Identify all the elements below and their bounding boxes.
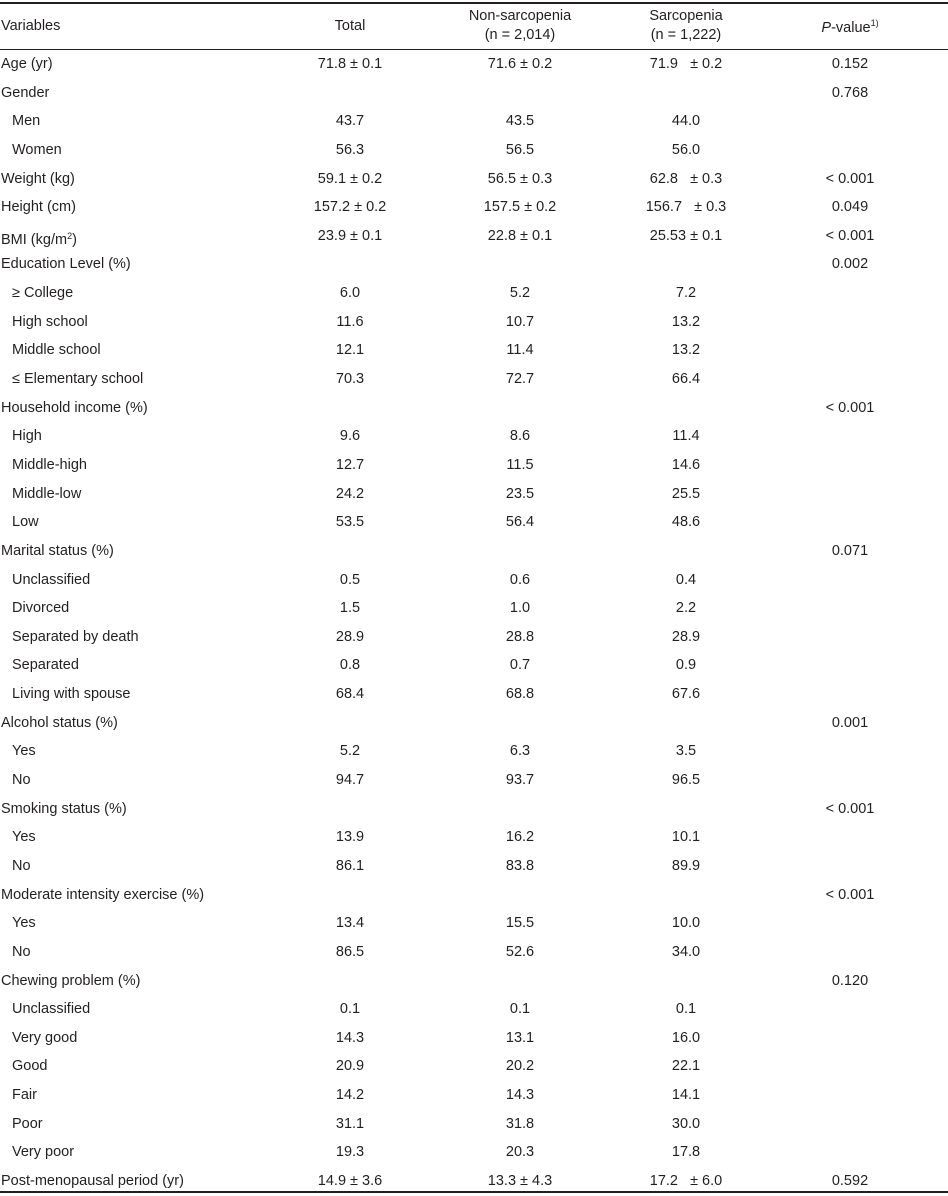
cell-total: 13.9: [335, 829, 365, 846]
cell-p-value: [770, 508, 930, 537]
table-row: [0, 365, 948, 394]
header-p-rest: -value: [831, 20, 871, 36]
table-row: [0, 938, 948, 967]
row-variable-label: Very good: [12, 1029, 78, 1046]
row-variable: [12, 480, 81, 509]
table-row: [0, 537, 948, 566]
table-bottom-rule: [0, 1191, 948, 1193]
cell-sarcopenia: 13.2: [671, 342, 701, 359]
cell-total: 11.6: [336, 313, 364, 330]
cell-total: 0.5: [339, 571, 361, 588]
header-p-footnote: 1): [870, 18, 879, 28]
row-variable: [12, 1024, 77, 1053]
cell-p-value: [770, 451, 930, 480]
cell-non-sarcopenia: 10.7: [505, 313, 535, 330]
cell-total: 14.3: [335, 1029, 365, 1046]
cell-non-sarcopenia: 93.7: [505, 772, 535, 789]
cell-total: 43.7: [335, 113, 365, 130]
cell-total: 9.6: [339, 428, 361, 445]
table-row: [0, 709, 948, 738]
row-variable-label: Moderate intensity exercise (%): [1, 886, 205, 903]
cell-p-value: 0.001: [831, 714, 869, 731]
cell-p-value: 0.592: [831, 1172, 869, 1189]
cell-total: 14.2: [335, 1087, 365, 1104]
row-variable: [1, 165, 75, 194]
row-variable-label: Gender: [1, 84, 50, 101]
row-variable: [12, 279, 73, 308]
cell-sarcopenia: 28.9: [671, 628, 701, 645]
row-variable: [1, 394, 148, 423]
row-variable-label: Yes: [12, 915, 36, 932]
table-row: [0, 222, 948, 251]
table-row: [0, 566, 948, 595]
cell-sarcopenia: 22.1: [671, 1058, 701, 1075]
cell-p-value: [770, 365, 930, 394]
row-variable: [12, 508, 39, 537]
cell-p-value: [770, 737, 930, 766]
cell-non-sarcopenia: 8.6: [509, 428, 531, 445]
row-variable: [12, 737, 36, 766]
row-variable: [12, 680, 131, 709]
cell-total: 24.2: [335, 485, 365, 502]
cell-sarcopenia: 14.6: [671, 456, 701, 473]
cell-p-value: [770, 279, 930, 308]
cell-p-value: 0.768: [831, 84, 869, 101]
cell-non-sarcopenia: 6.3: [509, 743, 531, 760]
row-variable-label: No: [12, 857, 31, 874]
cell-p-value: [770, 680, 930, 709]
table-row: [0, 422, 948, 451]
row-variable: [12, 107, 40, 136]
cell-total: 68.4: [335, 686, 365, 703]
table-row: [0, 594, 948, 623]
cell-sarcopenia: 89.9: [671, 857, 701, 874]
row-variable: [1, 79, 49, 108]
row-variable-label: Middle-high: [12, 456, 87, 473]
cell-p-value: < 0.001: [825, 886, 875, 903]
cell-sarcopenia: 62.8 ± 0.3: [649, 170, 723, 187]
row-variable: [12, 1052, 47, 1081]
cell-total: 70.3: [335, 371, 365, 388]
cell-total: 12.1: [335, 342, 365, 359]
cell-total: 56.3: [335, 141, 365, 158]
row-variable: [12, 909, 36, 938]
cell-p-value: 0.152: [831, 56, 869, 72]
cell-non-sarcopenia: 0.6: [509, 571, 531, 588]
table-row: [0, 737, 948, 766]
row-variable-label: Living with spouse: [12, 686, 131, 703]
cell-p-value: [770, 1081, 930, 1110]
table-row: [0, 823, 948, 852]
table-row: [0, 623, 948, 652]
cell-sarcopenia: 96.5: [671, 772, 701, 789]
cell-p-value: [770, 766, 930, 795]
row-variable-label: Education Level (%): [1, 256, 131, 273]
cell-sarcopenia: 56.0: [671, 141, 701, 158]
row-variable-label: Height (cm): [1, 199, 76, 216]
header-variables: [1, 3, 60, 49]
table-row: [0, 967, 948, 996]
cell-non-sarcopenia: 31.8: [505, 1115, 535, 1132]
cell-total: 59.1 ± 0.2: [317, 170, 383, 187]
table-row: [0, 1052, 948, 1081]
cell-sarcopenia: 0.1: [675, 1001, 697, 1018]
table-row: [0, 995, 948, 1024]
table-row: [0, 1110, 948, 1139]
table-row: [0, 881, 948, 910]
row-variable-label: Very poor: [12, 1144, 75, 1161]
row-variable-label: Smoking status (%): [1, 800, 127, 817]
table-row: [0, 766, 948, 795]
row-variable: [12, 995, 90, 1024]
header-total-label: Total: [334, 17, 366, 34]
cell-total: 86.1: [335, 857, 365, 874]
row-variable-label: No: [12, 772, 31, 789]
cell-total: 23.9 ± 0.1: [317, 227, 383, 244]
cell-total: 12.7: [335, 456, 365, 473]
cell-p-value: [770, 480, 930, 509]
row-variable-label: Poor: [12, 1115, 43, 1132]
row-variable: [12, 938, 31, 967]
row-variable-suffix: ): [72, 231, 77, 248]
cell-total: 53.5: [335, 514, 365, 531]
cell-non-sarcopenia: 52.6: [505, 943, 535, 960]
cell-sarcopenia: 16.0: [671, 1029, 701, 1046]
row-variable-label: Middle school: [12, 342, 101, 359]
cell-total: 14.9 ± 3.6: [317, 1172, 383, 1189]
row-variable-label: Unclassified: [12, 571, 91, 588]
cell-non-sarcopenia: 71.6 ± 0.2: [487, 56, 553, 72]
row-variable: [12, 1081, 37, 1110]
cell-p-value: 0.071: [831, 542, 869, 559]
cell-non-sarcopenia: 16.2: [505, 829, 535, 846]
cell-non-sarcopenia: 28.8: [505, 628, 535, 645]
table-row: [0, 852, 948, 881]
cell-non-sarcopenia: 56.5 ± 0.3: [487, 170, 553, 187]
cell-total: 0.8: [339, 657, 361, 674]
cell-sarcopenia: 3.5: [675, 743, 697, 760]
header-variables-label: Variables: [1, 17, 61, 34]
cell-p-value: [770, 336, 930, 365]
row-variable-label: Household income (%): [1, 399, 148, 416]
cell-p-value: [770, 107, 930, 136]
row-variable-label: Yes: [12, 829, 36, 846]
cell-sarcopenia: 34.0: [671, 943, 701, 960]
table-row: [0, 193, 948, 222]
row-variable-label: Unclassified: [12, 1001, 91, 1018]
row-variable-label: Fair: [12, 1087, 37, 1104]
row-variable-label: No: [12, 943, 31, 960]
header-p-value-label: [821, 14, 878, 38]
table-row: [0, 795, 948, 824]
cell-non-sarcopenia: 20.2: [505, 1058, 535, 1075]
row-variable-label: Men: [12, 113, 41, 130]
cell-sarcopenia: 0.4: [675, 571, 697, 588]
cell-total: 86.5: [335, 943, 365, 960]
row-variable: [1, 250, 131, 279]
cell-total: 20.9: [335, 1058, 365, 1075]
row-variable-label: Good: [12, 1058, 48, 1075]
row-variable: [12, 852, 31, 881]
table-row: [0, 480, 948, 509]
cell-sarcopenia: 11.4: [672, 428, 700, 445]
cell-p-value: [770, 422, 930, 451]
table-row: [0, 165, 948, 194]
cell-p-value: 0.120: [831, 972, 869, 989]
cell-non-sarcopenia: 1.0: [509, 600, 531, 617]
header-non-sarcopenia-n: (n = 2,014): [484, 27, 556, 43]
table-row: [0, 250, 948, 279]
cell-non-sarcopenia: 0.1: [509, 1001, 531, 1018]
cell-non-sarcopenia: 56.5: [505, 141, 535, 158]
cell-non-sarcopenia: 14.3: [505, 1087, 535, 1104]
cell-p-value: < 0.001: [825, 227, 875, 244]
cell-non-sarcopenia: 43.5: [505, 113, 535, 130]
table-row: [0, 1024, 948, 1053]
cell-p-value: 0.049: [831, 199, 869, 216]
cell-p-value: [770, 651, 930, 680]
cell-non-sarcopenia: 13.1: [505, 1029, 535, 1046]
row-variable: [12, 594, 69, 623]
cell-sarcopenia: 14.1: [671, 1087, 701, 1104]
row-variable-label: Separated by death: [12, 628, 139, 645]
row-variable: [12, 566, 90, 595]
cell-non-sarcopenia: 15.5: [505, 915, 535, 932]
table-row: [0, 651, 948, 680]
header-sarcopenia-n: (n = 1,222): [650, 27, 722, 43]
header-p-value: [770, 3, 930, 49]
row-variable-label: Alcohol status (%): [1, 714, 118, 731]
row-variable: [1, 222, 77, 251]
cell-p-value: < 0.001: [825, 800, 875, 817]
row-variable: [12, 451, 87, 480]
cell-sarcopenia: 30.0: [671, 1115, 701, 1132]
row-variable: [12, 308, 88, 337]
cell-p-value: [770, 1052, 930, 1081]
row-variable: [1, 193, 76, 222]
cell-total: 6.0: [339, 285, 361, 302]
cell-total: 5.2: [339, 743, 361, 760]
cell-sarcopenia: 10.1: [671, 829, 701, 846]
cell-sarcopenia: 2.2: [675, 600, 697, 617]
cell-p-value: [770, 1110, 930, 1139]
table-row: [0, 107, 948, 136]
row-variable-label: Middle-low: [12, 485, 82, 502]
cell-sarcopenia: 17.2 ± 6.0: [649, 1172, 723, 1189]
cell-sarcopenia: 7.2: [675, 285, 697, 302]
cell-non-sarcopenia: 11.5: [506, 456, 534, 473]
cell-total: 19.3: [335, 1144, 365, 1161]
row-variable: [1, 50, 53, 79]
cell-p-value: [770, 995, 930, 1024]
row-variable: [12, 1138, 74, 1167]
cell-sarcopenia: 10.0: [671, 915, 701, 932]
row-variable-label: High: [12, 428, 42, 445]
cell-sarcopenia: 48.6: [671, 514, 701, 531]
row-variable: [1, 537, 114, 566]
row-variable: [1, 795, 127, 824]
row-variable-label: Yes: [12, 743, 36, 760]
table-row: [0, 680, 948, 709]
cell-sarcopenia: 156.7 ± 0.3: [645, 199, 727, 216]
cell-total: 71.8 ± 0.1: [317, 56, 383, 72]
row-variable: [12, 1110, 43, 1139]
table-row: [0, 394, 948, 423]
row-variable: [12, 651, 79, 680]
cell-p-value: < 0.001: [825, 170, 875, 187]
cell-p-value: 0.002: [831, 256, 869, 273]
cell-non-sarcopenia: 56.4: [505, 514, 535, 531]
cell-p-value: [770, 852, 930, 881]
cell-non-sarcopenia: 11.4: [506, 342, 534, 359]
row-variable-label: Divorced: [12, 600, 70, 617]
cell-p-value: [770, 566, 930, 595]
table-row: [0, 1138, 948, 1167]
cell-p-value: [770, 308, 930, 337]
row-variable: [1, 709, 118, 738]
cell-p-value: [770, 1138, 930, 1167]
row-variable: [12, 823, 36, 852]
row-variable: [1, 881, 204, 910]
row-variable: [12, 136, 62, 165]
row-variable-label: Chewing problem (%): [1, 972, 141, 989]
cell-total: 13.4: [335, 915, 365, 932]
cell-total: 0.1: [339, 1001, 361, 1018]
cell-p-value: [770, 823, 930, 852]
table-row: [0, 279, 948, 308]
cell-sarcopenia: 25.5: [671, 485, 701, 502]
row-variable-superscript: 2: [67, 230, 73, 241]
cell-p-value: [770, 623, 930, 652]
row-variable: [1, 967, 140, 996]
row-variable: [12, 336, 101, 365]
row-variable: [12, 623, 139, 652]
cell-total: 28.9: [335, 628, 365, 645]
row-variable-label: Weight (kg): [1, 170, 75, 187]
cell-non-sarcopenia: 72.7: [505, 371, 535, 388]
row-variable: [12, 766, 31, 795]
row-variable-label: Women: [12, 141, 62, 158]
table-row: [0, 79, 948, 108]
cell-p-value: [770, 1024, 930, 1053]
row-variable-label: ≤ Elementary school: [12, 371, 144, 388]
cell-non-sarcopenia: 68.8: [505, 686, 535, 703]
cell-total: 94.7: [335, 772, 365, 789]
cell-sarcopenia: 17.8: [671, 1144, 701, 1161]
cell-non-sarcopenia: 20.3: [505, 1144, 535, 1161]
table-row: [0, 451, 948, 480]
cell-sarcopenia: 71.9 ± 0.2: [649, 56, 723, 72]
cell-sarcopenia: 66.4: [671, 371, 701, 388]
cell-total: 31.1: [335, 1115, 365, 1132]
cell-sarcopenia: 44.0: [671, 113, 701, 130]
header-sarcopenia-label: Sarcopenia: [649, 8, 723, 24]
cell-non-sarcopenia: 83.8: [505, 857, 535, 874]
cell-non-sarcopenia: 23.5: [505, 485, 535, 502]
table-row: [0, 50, 948, 79]
table-body: [0, 50, 948, 1196]
row-variable-label: Marital status (%): [1, 542, 114, 559]
row-variable: [12, 365, 143, 394]
table-row: [0, 336, 948, 365]
cell-p-value: [770, 136, 930, 165]
cell-p-value: < 0.001: [825, 399, 875, 416]
table-row: [0, 508, 948, 537]
cell-p-value: [770, 594, 930, 623]
cell-non-sarcopenia: 5.2: [509, 285, 531, 302]
cell-sarcopenia: 13.2: [671, 313, 701, 330]
cell-p-value: [770, 938, 930, 967]
cell-total: 1.5: [339, 600, 361, 617]
cell-sarcopenia: 0.9: [675, 657, 697, 674]
row-variable-label: Age (yr): [1, 56, 53, 72]
row-variable-label: High school: [12, 313, 88, 330]
table-row: [0, 308, 948, 337]
cell-non-sarcopenia: 13.3 ± 4.3: [487, 1172, 553, 1189]
header-non-sarcopenia-label: Non-sarcopenia: [468, 8, 572, 24]
row-variable-label: Low: [12, 514, 39, 531]
row-variable-label: Separated: [12, 657, 79, 674]
cell-total: 157.2 ± 0.2: [313, 199, 387, 216]
table-row: [0, 1081, 948, 1110]
row-variable-label: ≥ College: [12, 285, 74, 302]
cell-sarcopenia: 25.53 ± 0.1: [649, 227, 723, 244]
cell-sarcopenia: 67.6: [671, 686, 701, 703]
cell-p-value: [770, 909, 930, 938]
table-row: [0, 909, 948, 938]
cell-non-sarcopenia: 22.8 ± 0.1: [487, 227, 553, 244]
table-row: [0, 136, 948, 165]
header-p-italic: P: [821, 20, 832, 36]
cell-non-sarcopenia: 157.5 ± 0.2: [483, 199, 557, 216]
row-variable-label: Post-menopausal period (yr): [1, 1172, 184, 1189]
row-variable-label: BMI (kg/m: [1, 231, 68, 248]
row-variable: [12, 422, 42, 451]
table-header: [0, 3, 948, 49]
cell-non-sarcopenia: 0.7: [509, 657, 531, 674]
